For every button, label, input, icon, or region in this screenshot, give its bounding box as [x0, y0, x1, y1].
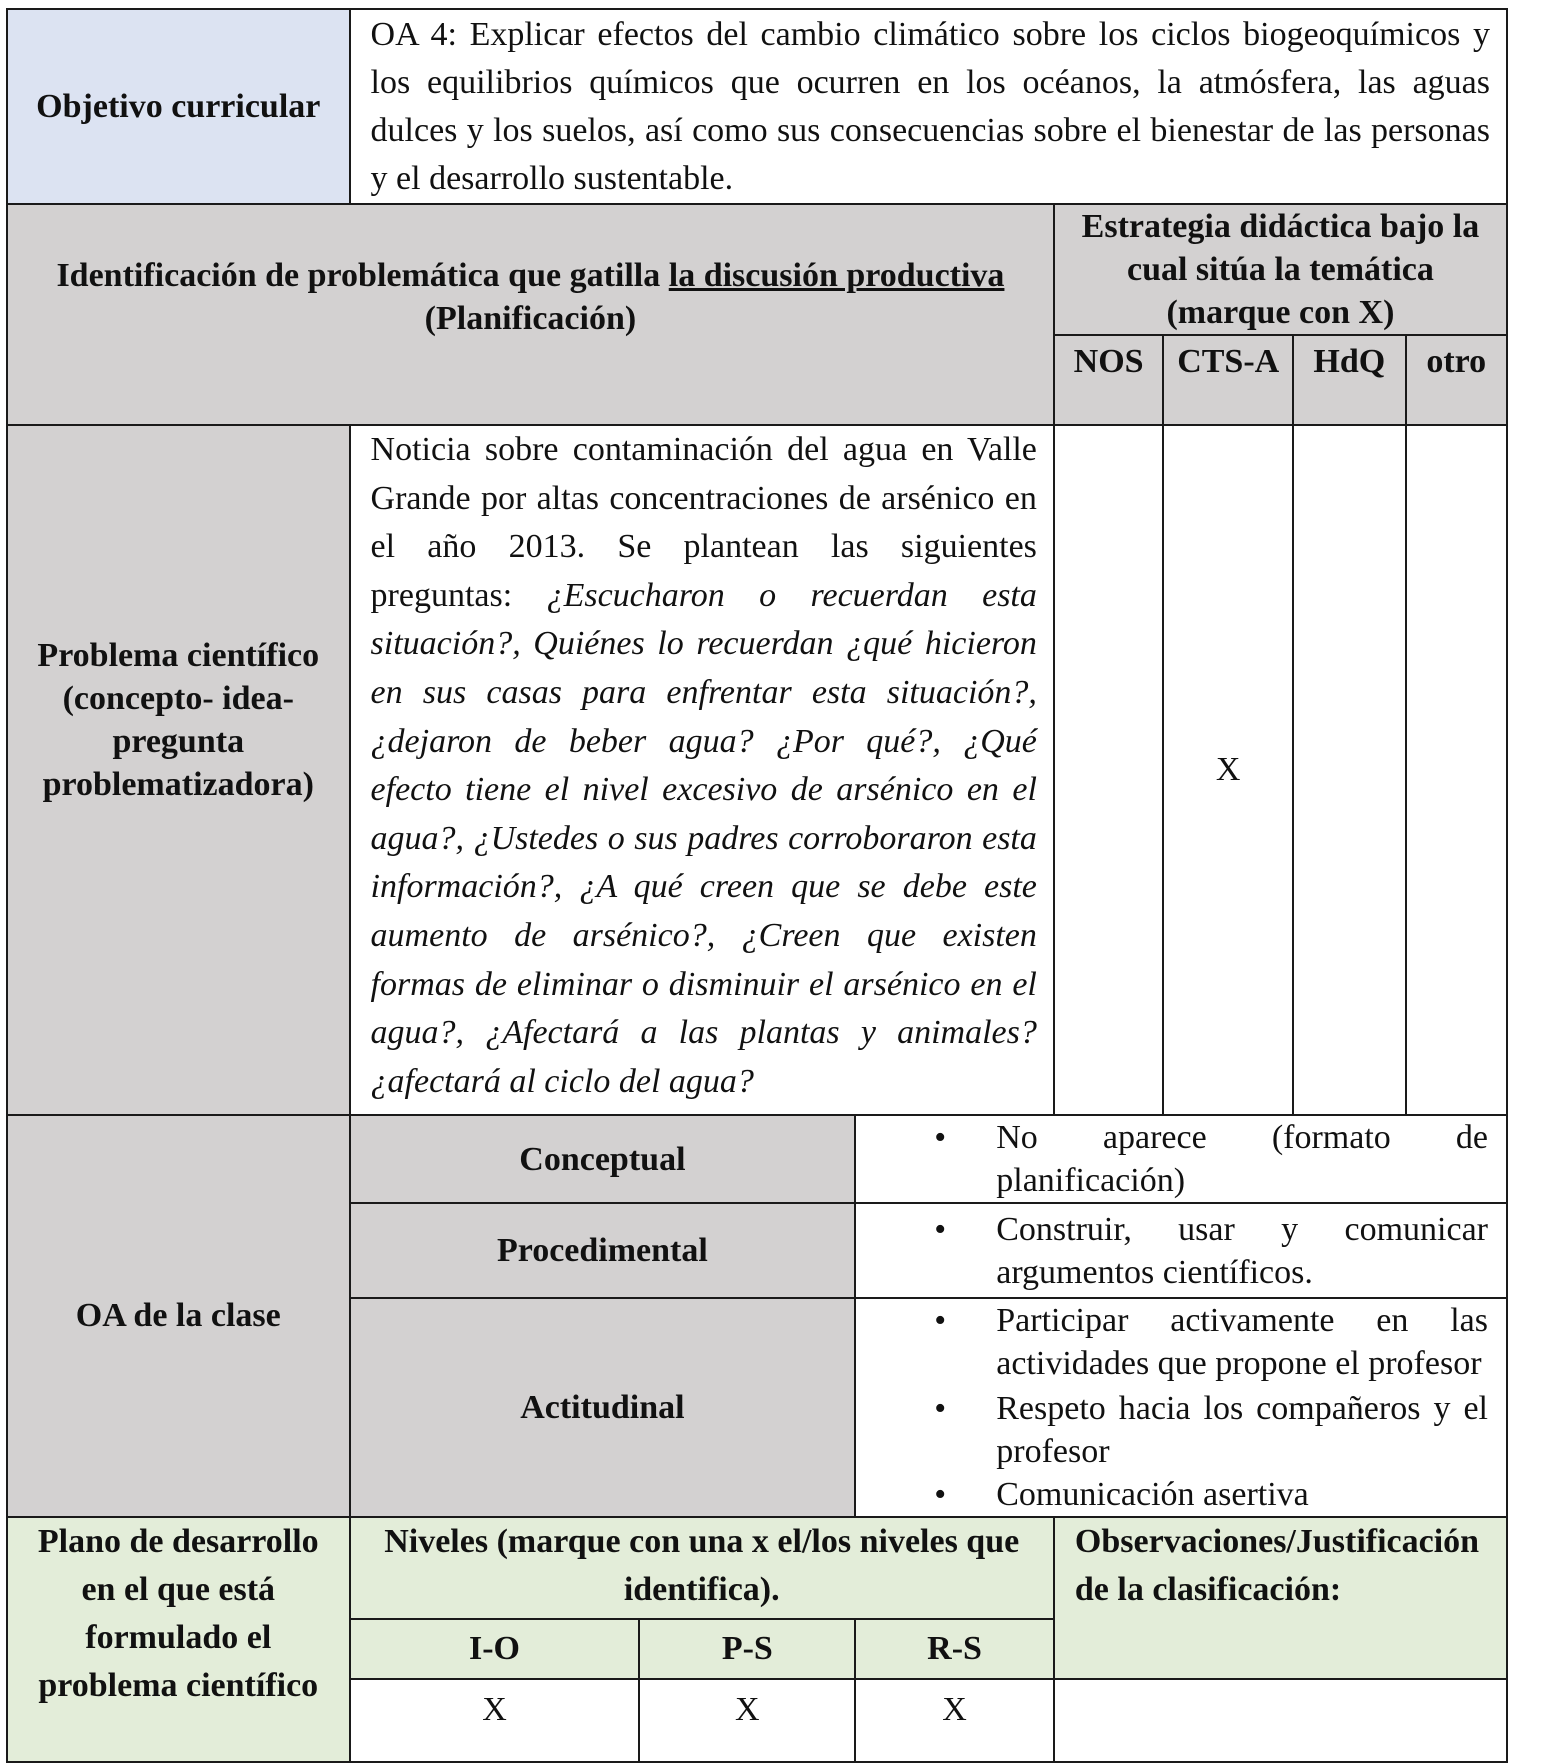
item-text: No aparece (formato de planificación) — [996, 1119, 1488, 1199]
mark-cts-a — [1163, 425, 1293, 1115]
identificacion-header — [7, 204, 1054, 425]
estrategia-header — [1054, 204, 1507, 335]
item-text: Construir, usar y comunicar argumentos científicos. — [996, 1210, 1488, 1291]
level-mark-ps — [639, 1679, 855, 1762]
plano-label-text: Plano de desarrollo en el que está formulado el problema científico — [37, 1523, 319, 1704]
procedimental-label-text: Procedimental — [496, 1231, 708, 1269]
objetivo-label-text: Objetivo curricular — [36, 87, 321, 125]
oa-clase-label-text: OA de la clase — [75, 1297, 281, 1334]
problema-cientifico-label — [7, 425, 350, 1115]
mark-hdq — [1293, 425, 1405, 1115]
estrategia-col-label: NOS — [1073, 343, 1144, 380]
item-text: Comunicación asertiva — [996, 1476, 1309, 1513]
level-label: R-S — [927, 1630, 982, 1667]
problema-label-text: Problema científico (concepto- idea- pregunta problematizadora) — [37, 637, 320, 803]
estrategia-col-cts-a — [1163, 335, 1293, 425]
level-header-ps — [639, 1619, 855, 1679]
observaciones-title: Observaciones/Justificación de la clasificación: — [1074, 1523, 1480, 1608]
bullet: • — [934, 1390, 947, 1427]
bullet: • — [934, 1302, 947, 1339]
list-item — [856, 1299, 1488, 1385]
estrategia-title: Estrategia didáctica bajo la cual sitúa la temática (marque con X) — [1081, 208, 1480, 331]
mark-value: X — [1215, 751, 1241, 788]
estrategia-col-nos — [1054, 335, 1163, 425]
identificacion-underlined: la discusión productiva — [668, 256, 1005, 294]
list-item — [856, 1116, 1488, 1202]
bullet: • — [934, 1476, 947, 1513]
actitudinal-items — [855, 1298, 1507, 1517]
observaciones-header — [1054, 1517, 1507, 1679]
niveles-title: Niveles (marque con una x el/los niveles que identifica). — [384, 1523, 1020, 1608]
level-label: P-S — [721, 1630, 773, 1667]
item-text: Respeto hacia los compañeros y el profesor — [996, 1390, 1488, 1470]
mark-value: X — [942, 1691, 967, 1728]
objetivo-curricular-text — [350, 9, 1507, 204]
problema-cientifico-text — [350, 425, 1054, 1115]
list-item — [856, 1473, 1488, 1516]
actitudinal-label-text: Actitudinal — [520, 1388, 685, 1426]
actitudinal-label — [350, 1298, 856, 1517]
conceptual-label — [350, 1115, 856, 1203]
level-header-io — [350, 1619, 640, 1679]
niveles-header — [350, 1517, 1054, 1619]
estrategia-col-label: HdQ — [1313, 343, 1386, 380]
level-label: I-O — [468, 1630, 520, 1667]
objetivo-text: OA 4: Explicar efectos del cambio climático sobre los ciclos biogeoquímicos y los equilibrios químicos que ocurren en los océanos, la atmósfera, las aguas dulces y los suelos, así como sus consecuencias sobre el bienestar de las personas y el desarrollo sustentable. — [370, 15, 1490, 197]
level-mark-rs — [855, 1679, 1054, 1762]
objetivo-curricular-label — [7, 9, 350, 204]
list-item — [856, 1387, 1488, 1473]
mark-otro — [1406, 425, 1507, 1115]
conceptual-label-text: Conceptual — [519, 1140, 686, 1178]
estrategia-col-hdq — [1293, 335, 1405, 425]
problema-intro: Noticia sobre contaminación del agua en Valle Grande por altas concentraciones de arsénico en el año 2013. Se plantean las siguientes preguntas: — [370, 431, 1037, 614]
item-text: Participar activamente en las actividades que propone el profesor — [996, 1302, 1488, 1382]
procedimental-items — [855, 1203, 1507, 1298]
mark-nos — [1054, 425, 1163, 1115]
identificacion-text-2: (Planificación) — [424, 299, 637, 337]
level-header-rs — [855, 1619, 1054, 1679]
observaciones-content — [1054, 1679, 1507, 1762]
mark-value: X — [735, 1691, 760, 1728]
plano-desarrollo-label — [7, 1517, 350, 1762]
estrategia-col-label: otro — [1426, 343, 1487, 380]
procedimental-label — [350, 1203, 856, 1298]
level-mark-io — [350, 1679, 640, 1762]
identificacion-text-1: Identificación de problemática que gatilla — [56, 256, 669, 294]
bullet: • — [934, 1119, 947, 1156]
estrategia-col-otro — [1406, 335, 1507, 425]
conceptual-items — [855, 1115, 1507, 1203]
oa-clase-label — [7, 1115, 350, 1517]
mark-value: X — [482, 1691, 507, 1728]
bullet: • — [934, 1210, 947, 1248]
problema-questions: ¿Escucharon o recuerdan esta situación?, Quiénes lo recuerdan ¿qué hicieron en sus casas para enfrentar esta situación?, ¿dejaron de beber agua? ¿Por qué?, ¿Qué efecto tiene el nivel excesivo de arsénico en el agua?, ¿Ustedes o sus padres corroboraron esta información?, ¿A qué creen que se debe este aumento de arsénico?, ¿Creen que existen formas de eliminar o disminuir el arsénico en el agua?, ¿Afectará a las plantas y animales? ¿afectará al ciclo del agua? — [370, 576, 1037, 1100]
estrategia-col-label: CTS-A — [1177, 343, 1280, 380]
list-item — [856, 1208, 1488, 1294]
planning-table — [6, 8, 1508, 1763]
